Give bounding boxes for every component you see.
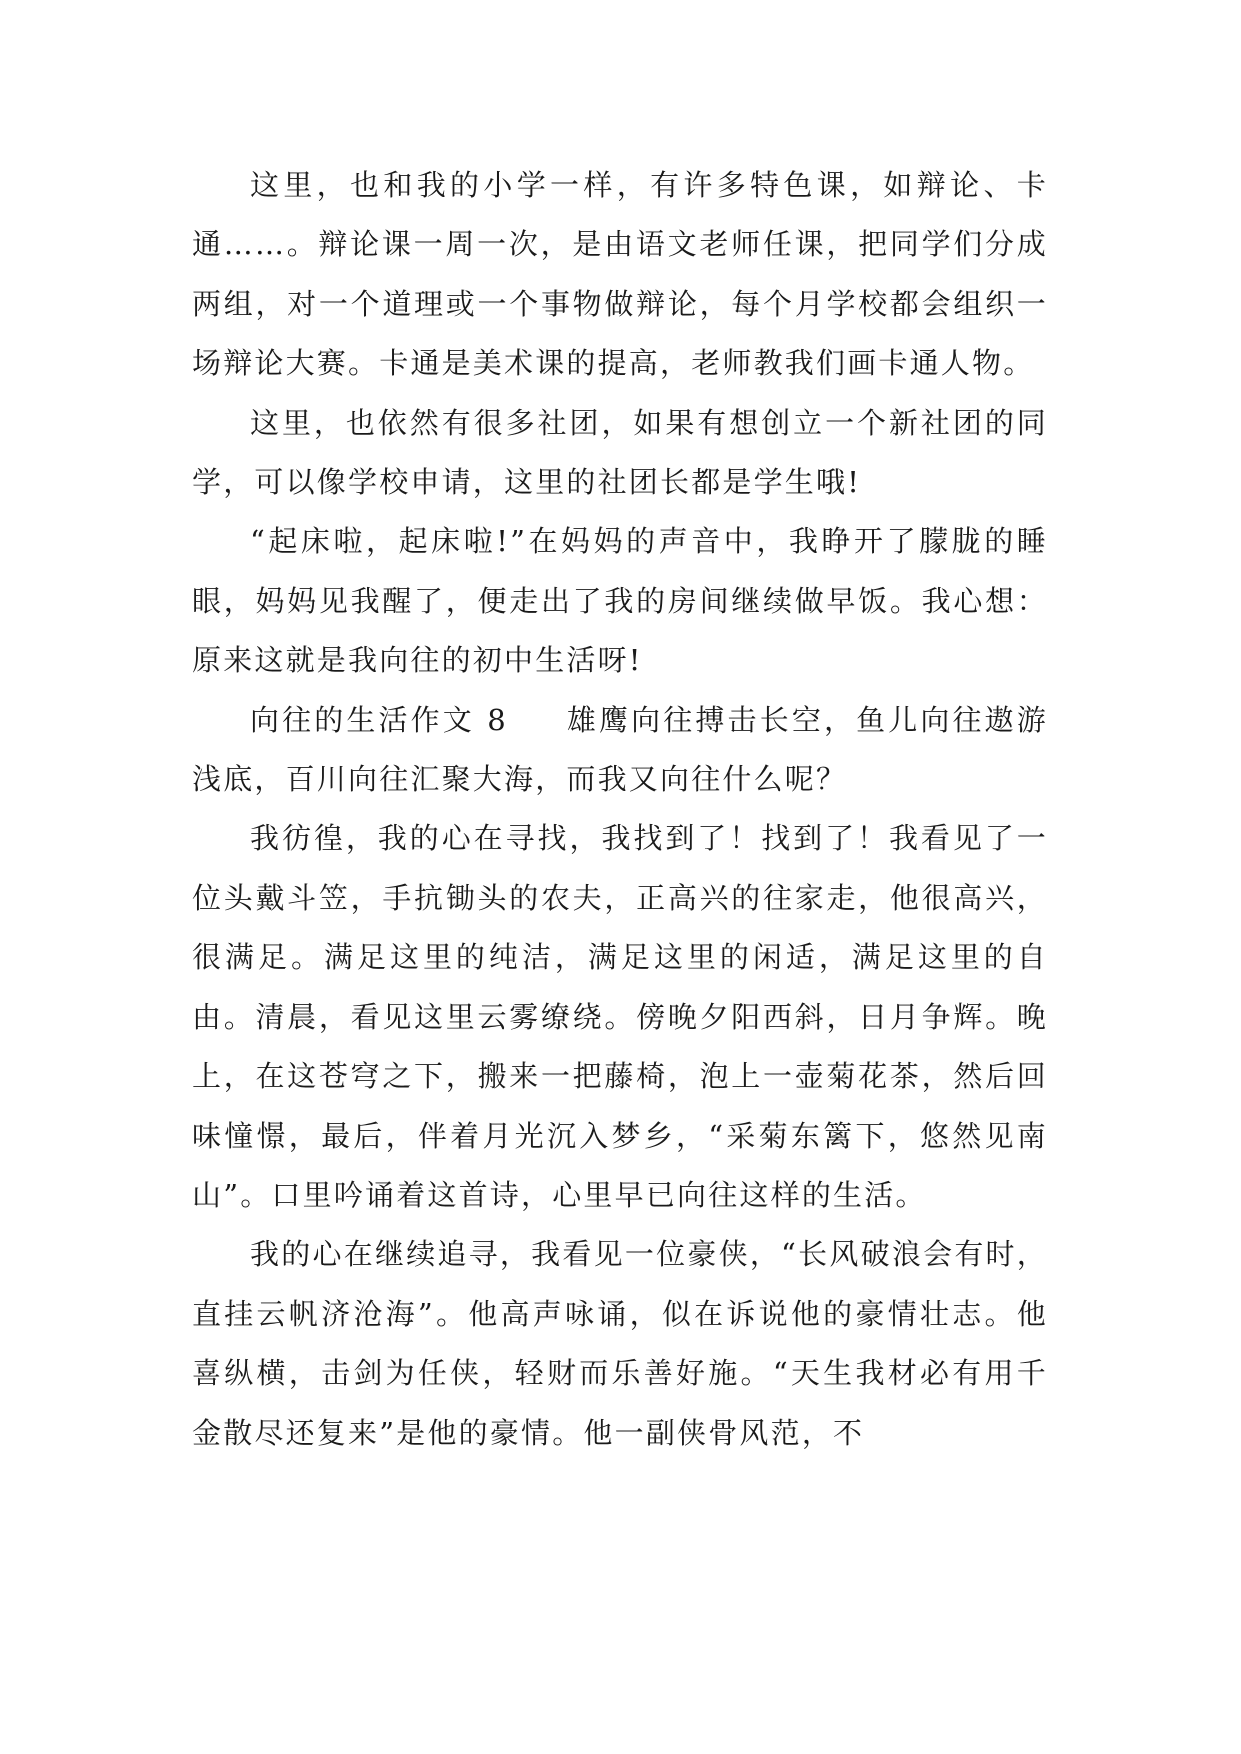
paragraph-waking-up: “起床啦，起床啦!”在妈妈的声音中，我睁开了朦胧的睡眼，妈妈见我醒了，便走出了我的房间继续做早饭。我心想：原来这就是我向往的初中生活呀!: [192, 524, 1048, 678]
paragraph-farmer: 我彷徨，我的心在寻找，我找到了！找到了！我看见了一位头戴斗笠，手抗锄头的农夫，正高兴的往家走，他很高兴，很满足。满足这里的纯洁，满足这里的闲适，满足这里的自由。清晨，看见这里云雾缭绕。傍晚夕阳西斜，日月争辉。晚上，在这苍穹之下，搬来一把藤椅，泡上一壶菊花茶，然后回味憧憬，最后，伴着月光沉入梦乡，“采菊东篱下，悠然见南山”。口里吟诵着这首诗，心里早已向往这样的生活。: [192, 821, 1048, 1212]
paragraph-clubs: 这里，也依然有很多社团，如果有想创立一个新社团的同学，可以像学校申请，这里的社团长都是学生哦!: [192, 405, 1048, 500]
document-body: [192, 156, 1048, 1463]
paragraph-special-classes: 这里，也和我的小学一样，有许多特色课，如辩论、卡通……。辩论课一周一次，是由语文老师任课，把同学们分成两组，对一个道理或一个事物做辩论，每个月学校都会组织一场辩论大赛。卡通是美术课的提高，老师教我们画卡通人物。: [192, 168, 1048, 381]
paragraph-essay-8-intro: [192, 691, 1048, 810]
essay-first-text: 雄鹰向往搏击长空，鱼儿向往遨游浅底，百川向往汇聚大海，而我又向往什么呢？: [192, 702, 1048, 797]
essay-heading: 向往的生活作文 8: [250, 702, 508, 737]
paragraph-hero: 我的心在继续追寻，我看见一位豪侠，“长风破浪会有时，直挂云帆济沧海”。他高声咏诵，似在诉说他的豪情壮志。他喜纵横，击剑为任侠，轻财而乐善好施。“天生我材必有用千金散尽还复来”是他的豪情。他一副侠骨风范，不: [192, 1237, 1048, 1450]
